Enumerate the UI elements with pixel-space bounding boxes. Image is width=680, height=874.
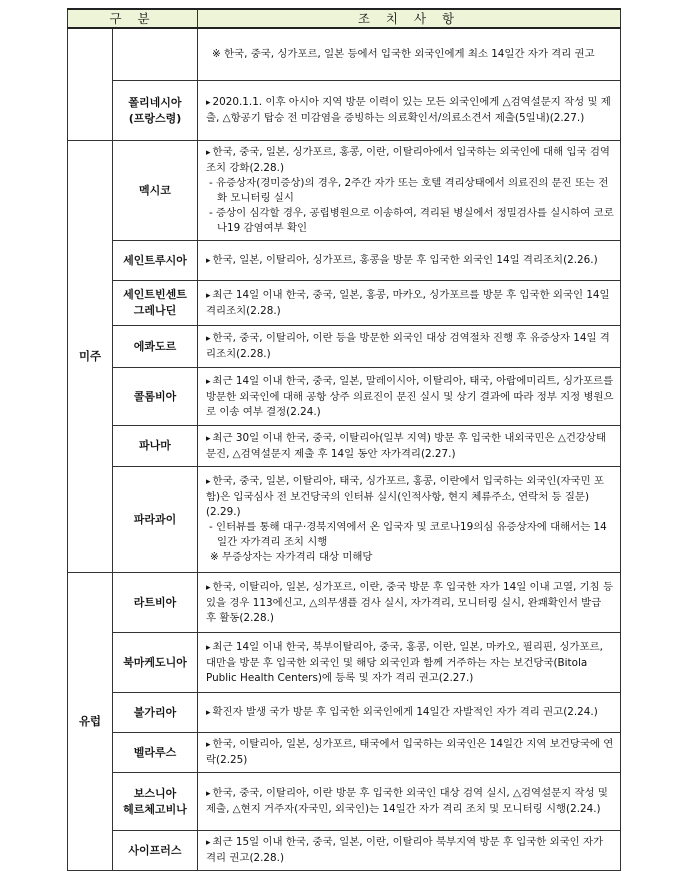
table-row xyxy=(68,326,621,368)
country-name: 벨라루스 xyxy=(113,733,198,773)
measure-body: 한국, 중국, 일본, 싱가포르, 홍콩, 이란, 이탈리아에서 입국하는 외국인에 대해 입국 검역 조치 강화(2.28.) xyxy=(206,146,610,174)
measure-note: ※ 무증상자는 자가격리 대상 미해당 xyxy=(210,551,373,563)
country-name: 사이프러스 xyxy=(113,831,198,871)
measure-sub: - 유증상자(경미증상)의 경우, 2주간 자가 또는 호텔 격리상태에서 의료진의 문진 또는 전화 모니터링 실시 xyxy=(209,177,609,204)
table-row xyxy=(68,241,621,281)
measure-body: 한국, 이탈리아, 일본, 싱가포르, 이란, 중국 방문 후 입국한 자가 14일 이내 고열, 기침 등 있을 경우 113에신고, △의무샘플 검사 실시, 자가격리, 모니터링 실시, 완쾌확인서 발급 후 활동(2.28.) xyxy=(206,580,614,624)
region-cell-americas: 미주 xyxy=(68,141,113,573)
country-name-line1: 세인트빈센트 xyxy=(123,288,187,301)
top-note: ※ 한국, 중국, 싱가포르, 일본 등에서 입국한 외국인에게 최소 14일간 자가 격리 권고 xyxy=(198,28,621,81)
country-name: 멕시코 xyxy=(113,141,198,241)
measure-body: 한국, 중국, 이탈리아, 이란 등을 방문한 외국인 대상 검역절차 진행 후 유증상자 14일 격리조치(2.28.) xyxy=(206,332,610,360)
measure-body: 최근 15일 이내 한국, 중국, 일본, 이란, 이탈리아 북부지역 방문 후 입국한 외국인 자가 격리 권고(2.28.) xyxy=(206,836,604,864)
country-name xyxy=(113,281,198,326)
measure-text xyxy=(198,81,621,141)
measure-text xyxy=(198,467,621,573)
country-cell-empty xyxy=(113,28,198,81)
measure-text xyxy=(198,141,621,241)
country-name-line2: 헤르체고비나 xyxy=(123,802,187,816)
table-row xyxy=(68,81,621,141)
table-row xyxy=(68,281,621,326)
table-row xyxy=(68,773,621,831)
measure-body: 한국, 일본, 이탈리아, 싱가포르, 홍콩을 방문 후 입국한 외국인 14일 격리조치(2.26.) xyxy=(212,253,598,266)
country-name: 북마케도니아 xyxy=(113,633,198,693)
country-name: 불가리아 xyxy=(113,693,198,733)
table-row xyxy=(68,28,621,81)
header-region: 구 분 xyxy=(68,9,198,28)
country-name: 세인트루시아 xyxy=(113,241,198,281)
country-name-line2: (프랑스령) xyxy=(128,111,182,125)
table-row xyxy=(68,368,621,426)
measure-text xyxy=(198,368,621,426)
table-row xyxy=(68,693,621,733)
measure-text xyxy=(198,281,621,326)
measure-text xyxy=(198,326,621,368)
measure-text xyxy=(198,573,621,633)
region-cell-top xyxy=(68,28,113,141)
country-name: 파라과이 xyxy=(113,467,198,573)
table-row xyxy=(68,141,621,241)
measure-sub: - 증상이 심각할 경우, 공립병원으로 이송하여, 격리된 병실에서 정밀검사를 실시하여 코로나19 감염여부 확인 xyxy=(209,207,614,234)
table-row xyxy=(68,426,621,467)
table-row xyxy=(68,733,621,773)
measure-text xyxy=(198,241,621,281)
country-name-line1: 보스니아 xyxy=(133,786,177,800)
measure-body: 최근 14일 이내 한국, 북부이탈리아, 중국, 홍콩, 이란, 일본, 마카오, 필리핀, 싱가포르, 대만을 방문 후 입국한 외국인 및 해당 외국인과 함께 거주하는 자는 보건당국(Bitola Public Health Centers)에 등록 및 자가 격리 권고(2.27.) xyxy=(206,640,603,684)
country-name xyxy=(113,773,198,831)
table-row xyxy=(68,467,621,573)
measure-text xyxy=(198,733,621,773)
country-name-line1: 폴리네시아 xyxy=(128,95,182,109)
measure-body: 2020.1.1. 이후 아시아 지역 방문 이력이 있는 모든 외국인에게 △검역설문지 작성 및 제출, △항공기 탑승 전 미감염을 증빙하는 의료확인서/의료소견서 제출(5일내)(2.27.) xyxy=(206,96,611,124)
table-header-row xyxy=(68,9,621,28)
measure-text xyxy=(198,426,621,467)
region-cell-europe: 유럽 xyxy=(68,573,113,871)
measure-text xyxy=(198,831,621,871)
measures-table xyxy=(67,8,621,871)
country-name: 라트비아 xyxy=(113,573,198,633)
country-name xyxy=(113,81,198,141)
country-name: 에콰도르 xyxy=(113,326,198,368)
measure-text xyxy=(198,773,621,831)
country-name-line2: 그레나딘 xyxy=(133,304,177,317)
header-measures: 조 치 사 항 xyxy=(198,9,621,28)
measure-body: 한국, 중국, 이탈리아, 이란 방문 후 입국한 외국인 대상 검역 실시, △검역설문지 작성 및 제출, △현지 거주자(자국민, 외국인)는 14일간 자가 격리 조치 및 모니터링 시행(2.24.) xyxy=(206,787,608,815)
measure-body: 최근 14일 이내 한국, 중국, 일본, 홍콩, 마카오, 싱가포르를 방문 후 입국한 외국인 14일 격리조치(2.28.) xyxy=(206,288,610,317)
table-row xyxy=(68,831,621,871)
country-name: 콜롬비아 xyxy=(113,368,198,426)
measure-body: 한국, 중국, 일본, 이탈리아, 태국, 싱가포르, 홍콩, 이란에서 입국하는 외국인(자국민 포함)은 입국심사 전 보건당국의 인터뷰 실시(인적사항, 현지 체류주소, 연락처 등 질문)(2.29.) xyxy=(206,475,604,518)
table-row xyxy=(68,573,621,633)
measure-body: 최근 30일 이내 한국, 중국, 이탈리아(일부 지역) 방문 후 입국한 내외국민은 △건강상태 문진, △검역설문지 제출 후 14일 동안 자가격리(2.27.) xyxy=(206,431,606,460)
measure-body: 확진자 발생 국가 방문 후 입국한 외국인에게 14일간 자발적인 자가 격리 권고(2.24.) xyxy=(212,705,598,718)
measures-table-container xyxy=(67,8,621,871)
table-row xyxy=(68,633,621,693)
measure-text xyxy=(198,693,621,733)
measure-text xyxy=(198,633,621,693)
country-name: 파나마 xyxy=(113,426,198,467)
measure-sub: - 인터뷰를 통해 대구·경북지역에서 온 입국자 및 코로나19의심 유증상자에 대해서는 14일간 자가격리 조치 시행 xyxy=(209,521,607,548)
measure-body: 한국, 이탈리아, 일본, 싱가포르, 태국에서 입국하는 외국인은 14일간 지역 보건당국에 연락(2.25) xyxy=(206,738,614,766)
measure-body: 최근 14일 이내 한국, 중국, 일본, 말레이시아, 이탈리아, 태국, 아랍에미리트, 싱가포르를 방문한 외국인에 대해 공항 상주 의료진이 문진 실시 및 상기 결과에 따라 정부 지정 병원으로 이송 여부 결정(2.24.) xyxy=(206,374,614,418)
